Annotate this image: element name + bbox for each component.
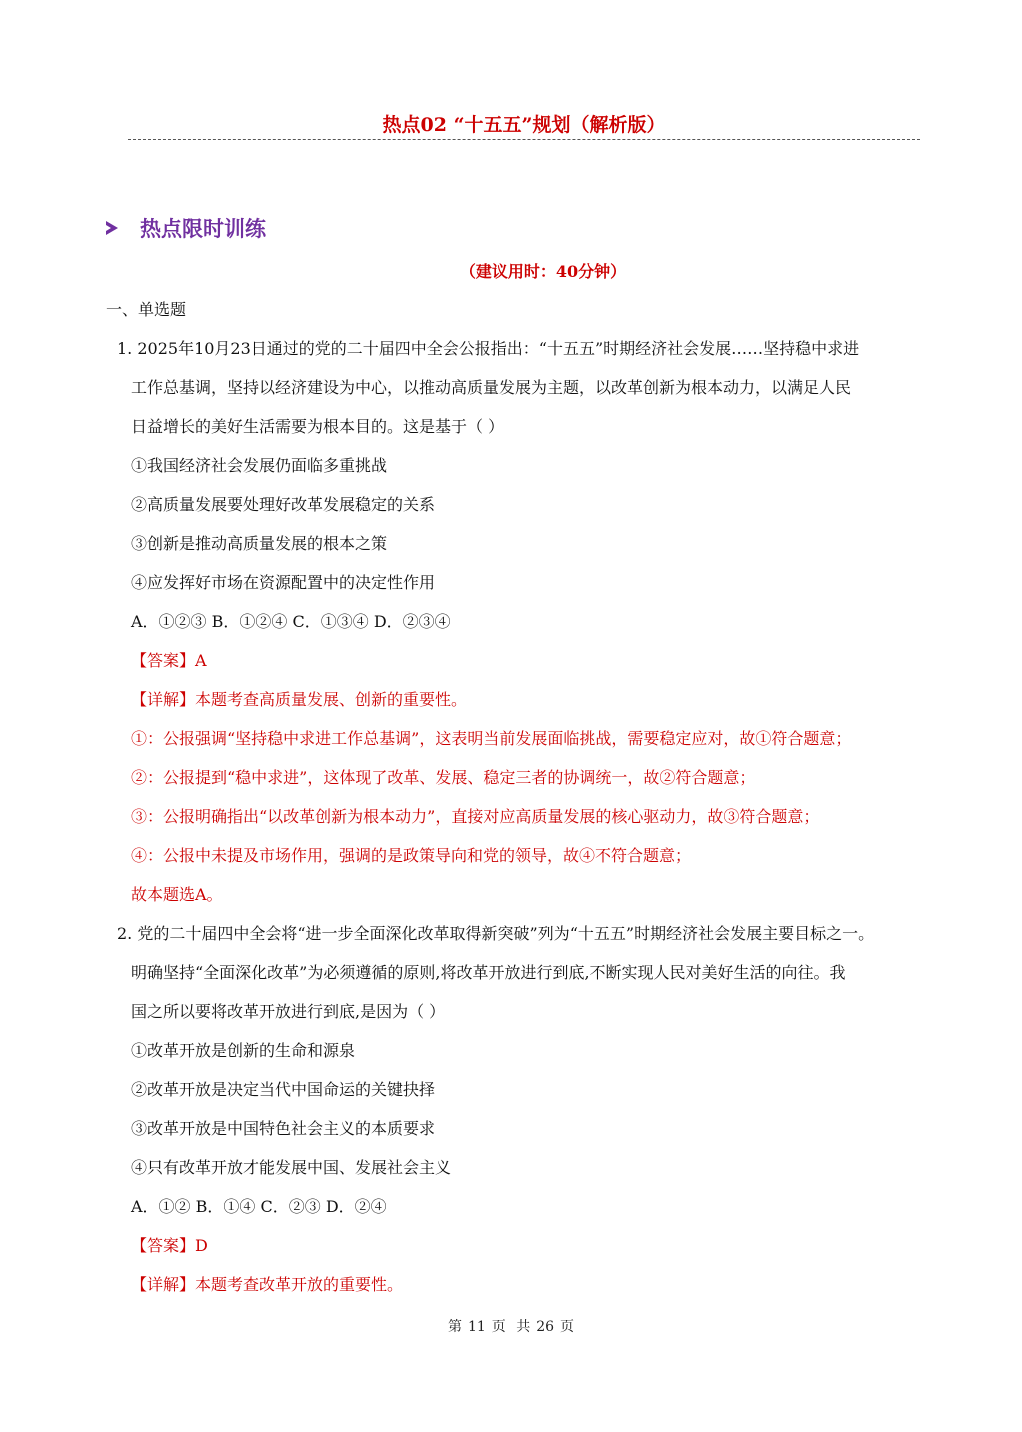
q1-stem-line1: 1. 2025年10月23日通过的党的二十届四中全会公报指出：“十五五”时期经济社会发展……坚持稳中求进 [117,339,860,358]
part-heading: 一、单选题 [106,300,187,319]
q2-stem-line1: 2. 党的二十届四中全会将“进一步全面深化改革取得新突破”列为“十五五”时期经济社会发展主要目标之一。 [117,924,875,943]
q2-stem-line3: 国之所以要将改革开放进行到底,是因为（ ） [131,1002,446,1021]
footer-total-unit: 页 [560,1319,575,1335]
q1-explanation-4: ④：公报中未提及市场作用，强调的是政策导向和党的领导，故④不符合题意； [131,846,692,865]
q1-explanation-2: ②：公报提到“稳中求进”，这体现了改革、发展、稳定三者的协调统一，故②符合题意； [131,768,756,787]
q2-stem-line2: 明确坚持“全面深化改革”为必须遵循的原则,将改革开放进行到底,不断实现人民对美好生活的向往。我 [131,963,846,982]
footer-page-label: 第 [447,1319,462,1335]
q2-option-3: ③改革开放是中国特色社会主义的本质要求 [131,1119,436,1138]
q2-option-1: ①改革开放是创新的生命和源泉 [131,1041,356,1060]
q2-option-2: ②改革开放是决定当代中国命运的关键抉择 [131,1080,436,1099]
arrow-bullet-icon [106,221,118,235]
q1-stem-line2: 工作总基调，坚持以经济建设为中心，以推动高质量发展为主题，以改革创新为根本动力，以满足人民 [131,378,852,397]
header-divider [128,139,920,140]
q1-explanation-3: ③：公报明确指出“以改革创新为根本动力”，直接对应高质量发展的核心驱动力，故③符合题意； [131,807,820,826]
footer-page-unit: 页 [491,1319,506,1335]
q1-conclusion: 故本题选A。 [131,885,223,904]
section-title-text: 热点限时训练 [140,217,266,241]
footer-page-number: 11 [467,1319,486,1335]
q2-option-4: ④只有改革开放才能发展中国、发展社会主义 [131,1158,452,1177]
footer-total-label: 共 [516,1319,531,1335]
q1-option-2: ②高质量发展要处理好改革发展稳定的关系 [131,495,436,514]
page-footer [0,1316,1022,1336]
q2-choices: A．①② B．①④ C．②③ D．②④ [131,1197,387,1216]
section-title [106,212,266,244]
q1-detail: 【详解】本题考查高质量发展、创新的重要性。 [131,690,468,709]
q1-explanation-1: ①：公报强调“坚持稳中求进工作总基调”，这表明当前发展面临挑战，需要稳定应对，故①符合题意； [131,729,852,748]
q1-option-1: ①我国经济社会发展仍面临多重挑战 [131,456,388,475]
q1-option-4: ④应发挥好市场在资源配置中的决定性作用 [131,573,436,592]
q2-answer: 【答案】D [131,1236,208,1255]
suggested-time-note: （建议用时：40分钟） [459,262,627,281]
q1-option-3: ③创新是推动高质量发展的根本之策 [131,534,388,553]
q1-choices: A．①②③ B．①②④ C．①③④ D．②③④ [131,612,451,631]
footer-total-number: 26 [536,1319,555,1335]
q1-answer: 【答案】A [131,651,207,670]
page-header-title: 热点02 “十五五”规划（解析版） [382,114,666,136]
q1-stem-line3: 日益增长的美好生活需要为根本目的。这是基于（ ） [131,417,505,436]
q2-detail: 【详解】本题考查改革开放的重要性。 [131,1275,404,1294]
